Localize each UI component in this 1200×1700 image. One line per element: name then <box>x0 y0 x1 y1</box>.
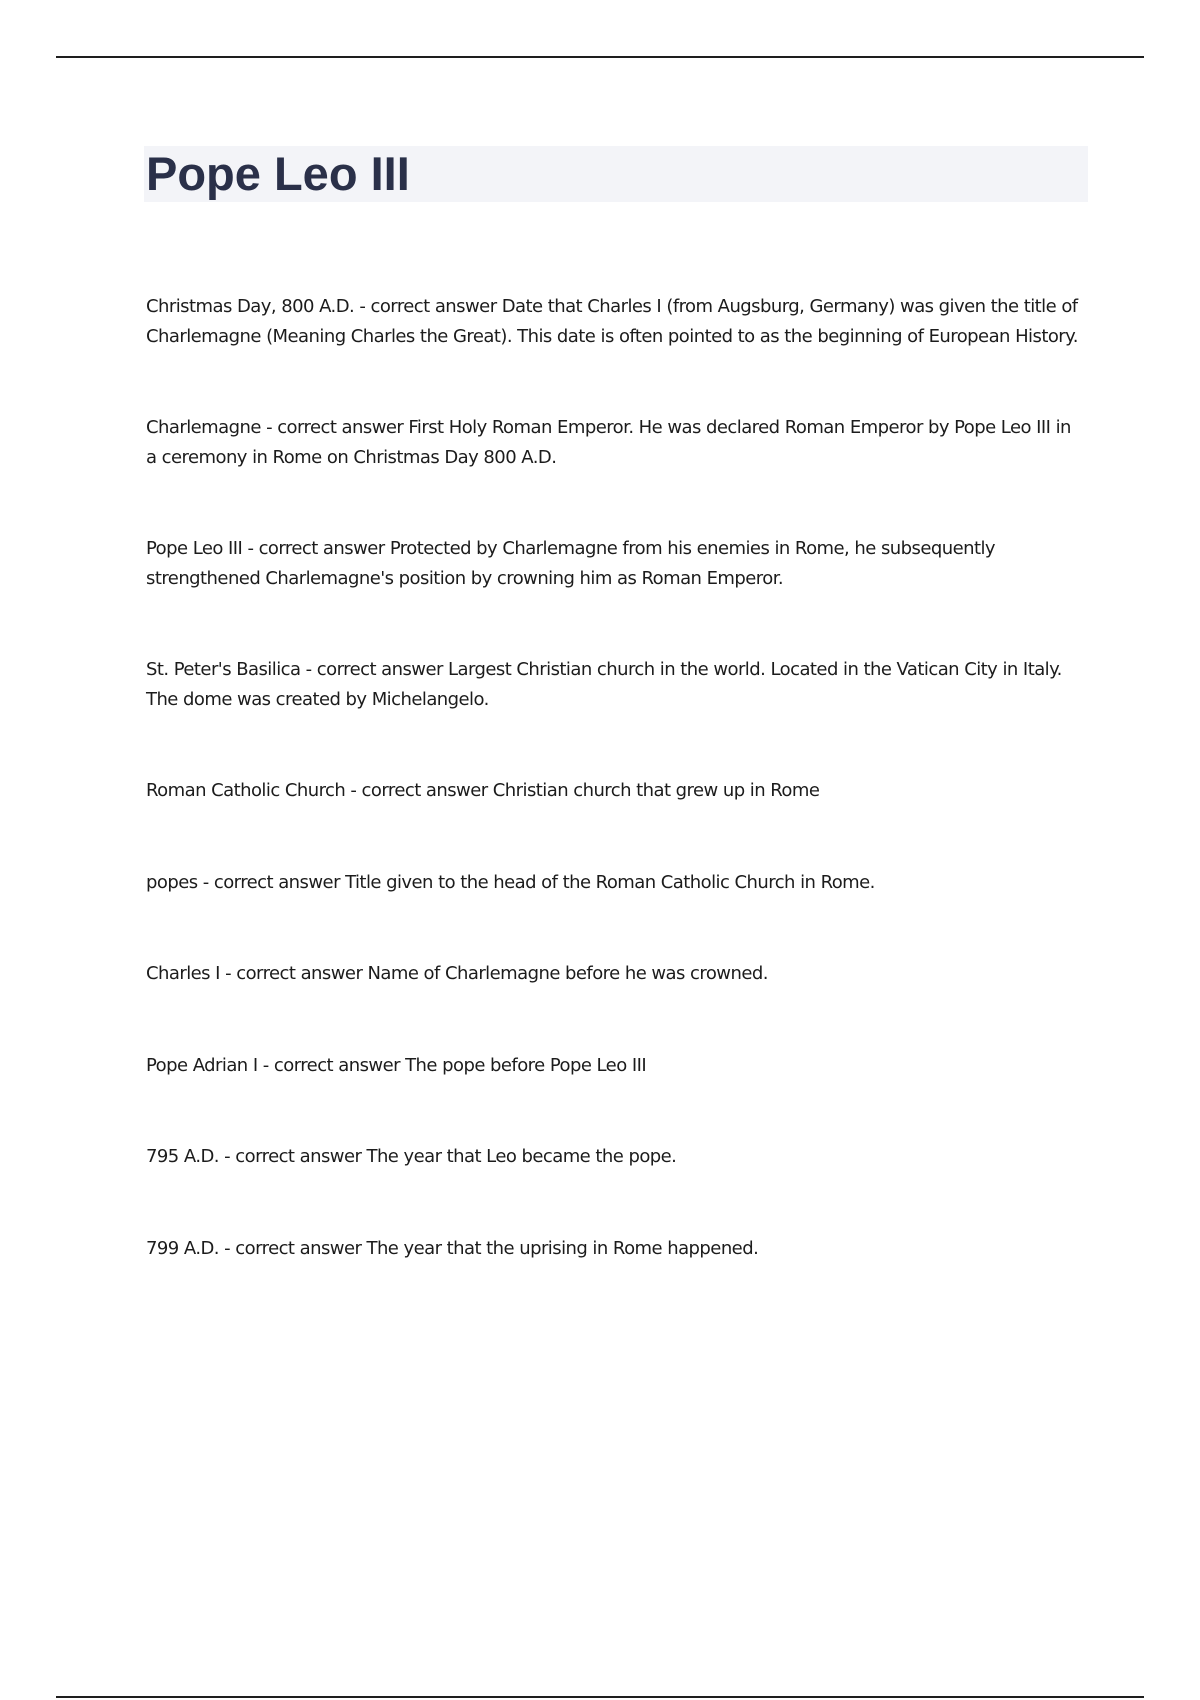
qa-item-popes: popes - correct answer Title given to the head of the Roman Catholic Church in Rome. <box>146 871 875 893</box>
top-divider <box>56 56 1144 58</box>
qa-item-795-ad: 795 A.D. - correct answer The year that Leo became the pope. <box>146 1146 677 1167</box>
document-title: Pope Leo III <box>146 147 410 200</box>
qa-item-christmas-day: Christmas Day, 800 A.D. - correct answer Date that Charles I (from Augsburg, Germany) was given the title of Charlemagne (Meaning Charles the Great). This date is often pointed to as the beginning of European History. <box>146 296 1078 347</box>
qa-item-pope-adrian-i: Pope Adrian I - correct answer The pope before Pope Leo III <box>146 1054 647 1076</box>
qa-list <box>146 292 1086 1325</box>
qa-item-799-ad: 799 A.D. - correct answer The year that the uprising in Rome happened. <box>146 1237 759 1259</box>
qa-item-charles-i: Charles I - correct answer Name of Charlemagne before he was crowned. <box>146 963 768 984</box>
bottom-divider <box>56 1696 1144 1698</box>
qa-item-st-peters-basilica: St. Peter's Basilica - correct answer Largest Christian church in the world. Located in the Vatican City in Italy. The dome was created by Michelangelo. <box>146 659 1062 710</box>
qa-item-roman-catholic-church: Roman Catholic Church - correct answer Christian church that grew up in Rome <box>146 780 820 801</box>
qa-item-pope-leo-iii: Pope Leo III - correct answer Protected by Charlemagne from his enemies in Rome, he subsequently strengthened Charlemagne's position by crowning him as Roman Emperor. <box>146 538 996 589</box>
qa-item-charlemagne: Charlemagne - correct answer First Holy Roman Emperor. He was declared Roman Emperor by Pope Leo III in a ceremony in Rome on Christmas Day 800 A.D. <box>146 417 1071 468</box>
